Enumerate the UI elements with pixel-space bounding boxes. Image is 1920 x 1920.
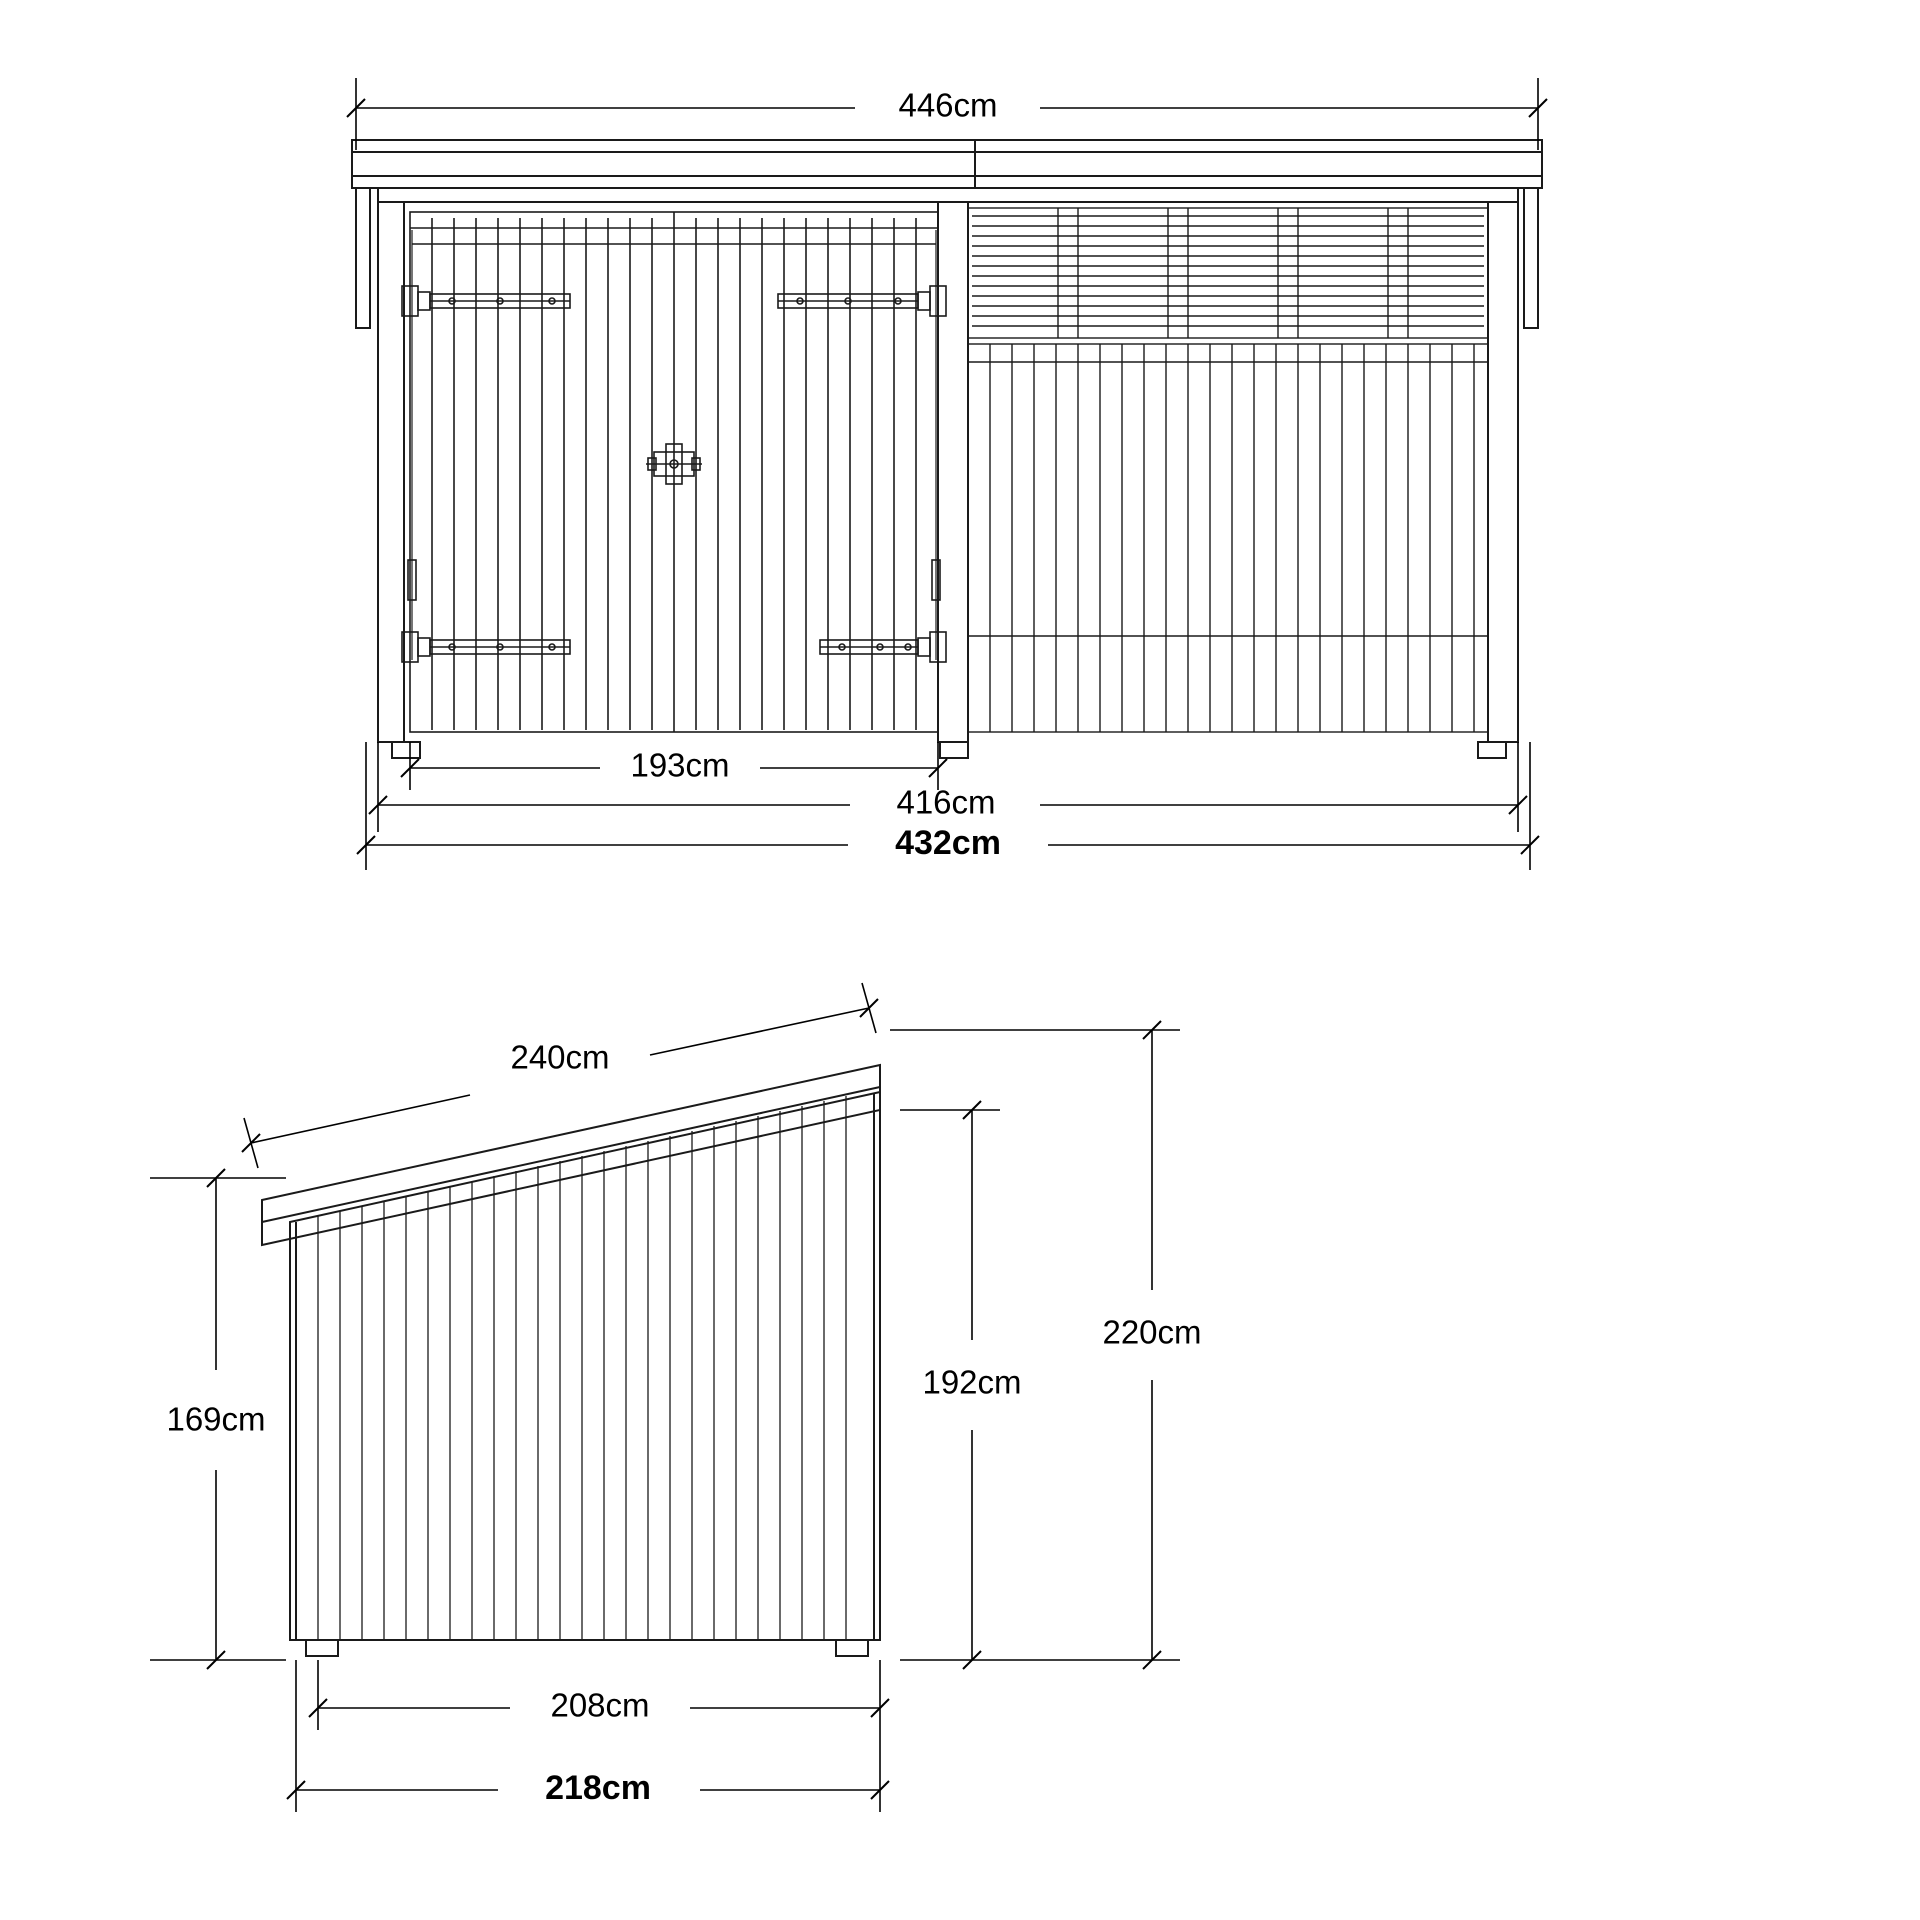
- dim-label-446: 446cm: [898, 86, 998, 124]
- cladding-boards: [968, 344, 1488, 732]
- dim-label-220: 220cm: [1102, 1313, 1202, 1351]
- dim-label-218: 218cm: [545, 1768, 651, 1807]
- dim-label-240: 240cm: [510, 1038, 610, 1076]
- dim-label-208: 208cm: [550, 1686, 650, 1724]
- louvre-panel: [968, 208, 1488, 338]
- side-cladding-boards: [318, 1096, 846, 1640]
- dim-label-193: 193cm: [630, 746, 730, 784]
- dim-label-169: 169cm: [166, 1400, 266, 1438]
- side-building-outline: [262, 1065, 880, 1656]
- dim-label-192: 192cm: [922, 1363, 1022, 1401]
- dim-label-416: 416cm: [896, 783, 996, 821]
- dim-label-432: 432cm: [895, 823, 1001, 862]
